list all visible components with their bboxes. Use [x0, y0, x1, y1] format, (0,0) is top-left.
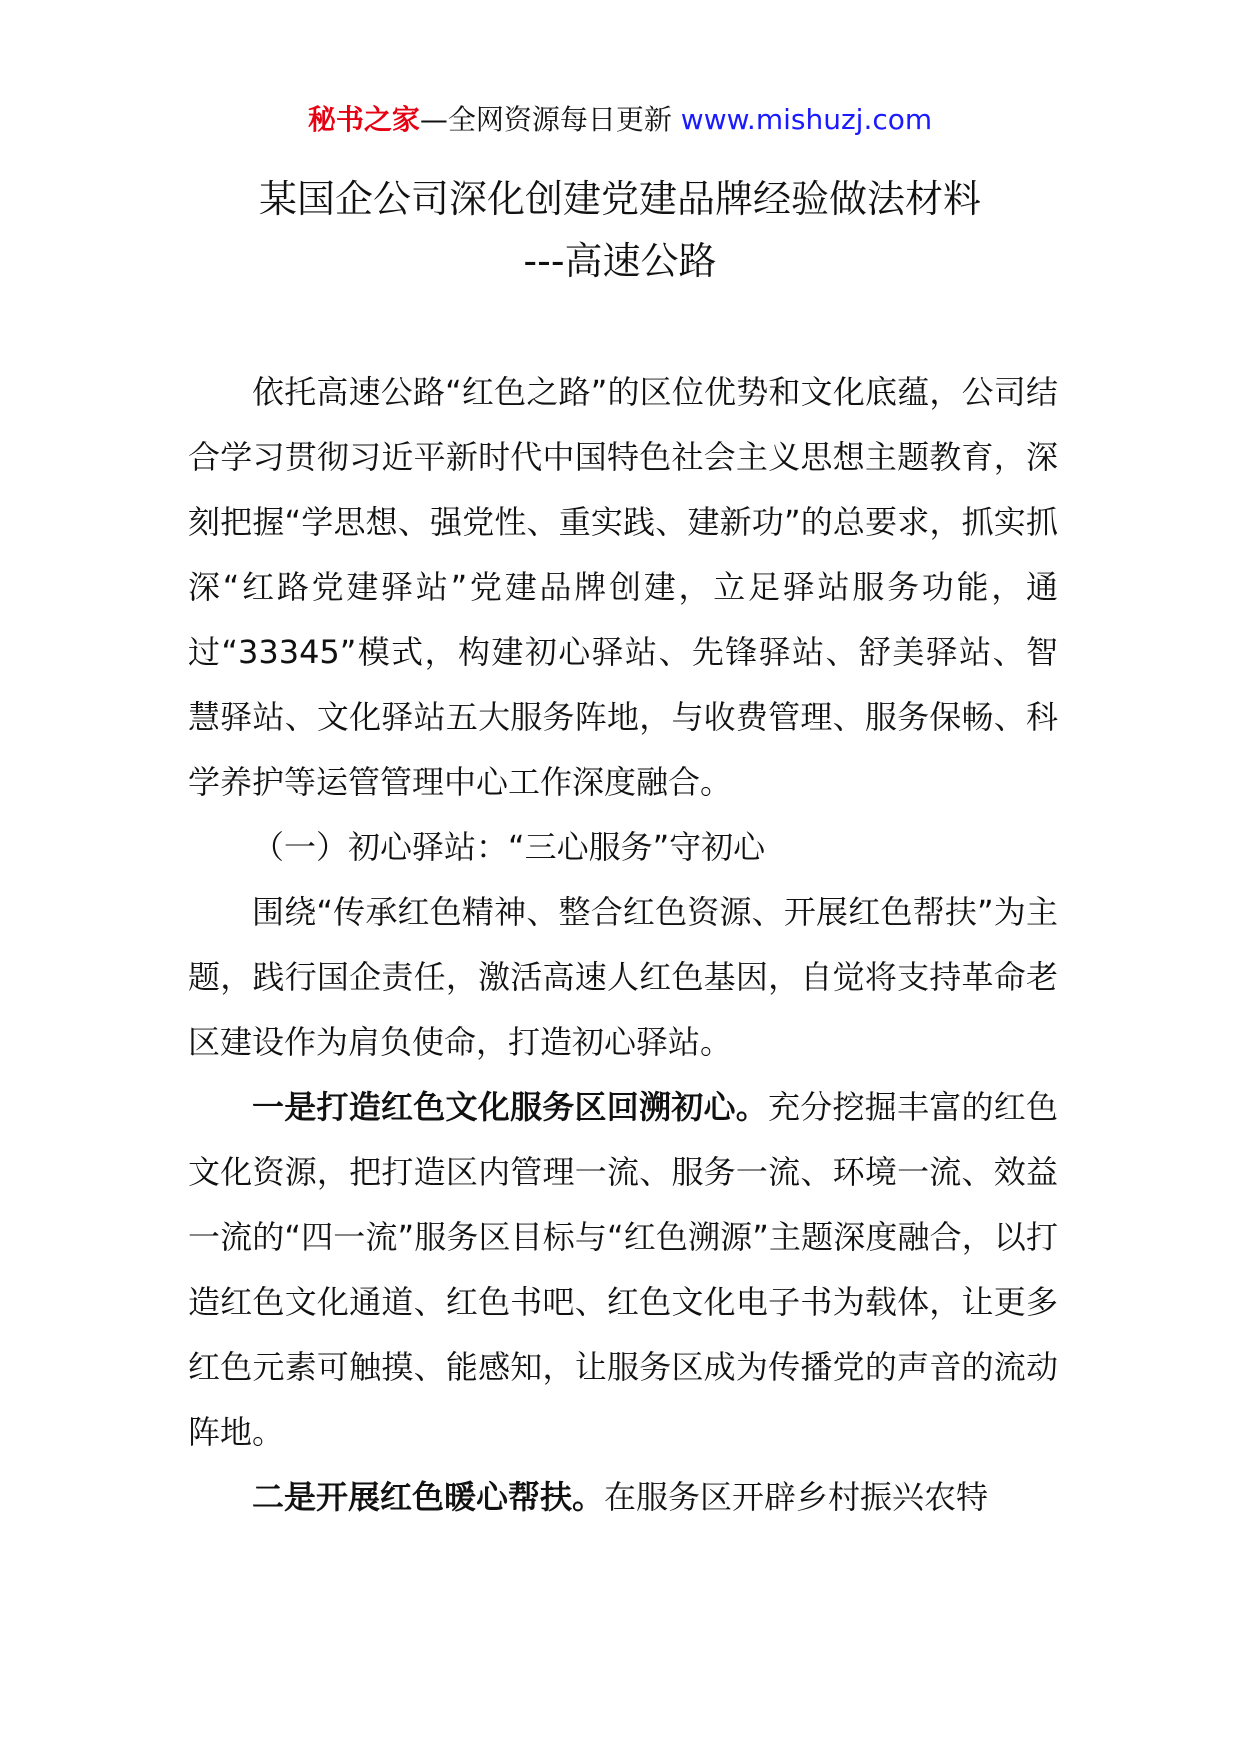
- document-title: [0, 168, 1240, 292]
- point-1-heading: 一是打造红色文化服务区回溯初心。: [252, 1088, 768, 1126]
- site-tagline: —全网资源每日更新: [419, 103, 672, 136]
- point-2-heading: 二是开展红色暖心帮扶。: [252, 1478, 605, 1516]
- point-2-text: 在服务区开辟乡村振兴农特: [604, 1478, 989, 1516]
- intro-paragraph: 依托高速公路“红色之路”的区位优势和文化底蕴，公司结合学习贯彻习近平新时代中国特色社会主义思想主题教育，深刻把握“学思想、强党性、重实践、建新功”的总要求，抓实抓深“红路党建驿站”党建品牌创建，立足驿站服务功能，通过“33345”模式，构建初心驿站、先锋驿站、舒美驿站、智慧驿站、文化驿站五大服务阵地，与收费管理、服务保畅、科学养护等运管管理中心工作深度融合。: [188, 373, 1058, 801]
- point-paragraph-2: [188, 1465, 1058, 1530]
- document-body: [188, 360, 1058, 1530]
- site-brand: 秘书之家: [307, 103, 420, 136]
- point-1-text: 充分挖掘丰富的红色文化资源，把打造区内管理一流、服务一流、环境一流、效益一流的“四一流”服务区目标与“红色溯源”主题深度融合，以打造红色文化通道、红色书吧、红色文化电子书为载体，让更多红色元素可触摸、能感知，让服务区成为传播党的声音的流动阵地。: [188, 1088, 1058, 1451]
- point-paragraph-1: [188, 1075, 1058, 1465]
- site-header: [0, 100, 1240, 140]
- title-line-1: 某国企公司深化创建党建品牌经验做法材料: [258, 177, 981, 221]
- section-paragraph-1: 围绕“传承红色精神、整合红色资源、开展红色帮扶”为主题，践行国企责任，激活高速人红色基因，自觉将支持革命老区建设作为肩负使命，打造初心驿站。: [188, 893, 1058, 1061]
- title-line-2: ---高速公路: [523, 239, 717, 283]
- site-url-link[interactable]: www.mishuzj.com: [680, 103, 933, 136]
- section-heading-1: （一）初心驿站：“三心服务”守初心: [252, 828, 766, 866]
